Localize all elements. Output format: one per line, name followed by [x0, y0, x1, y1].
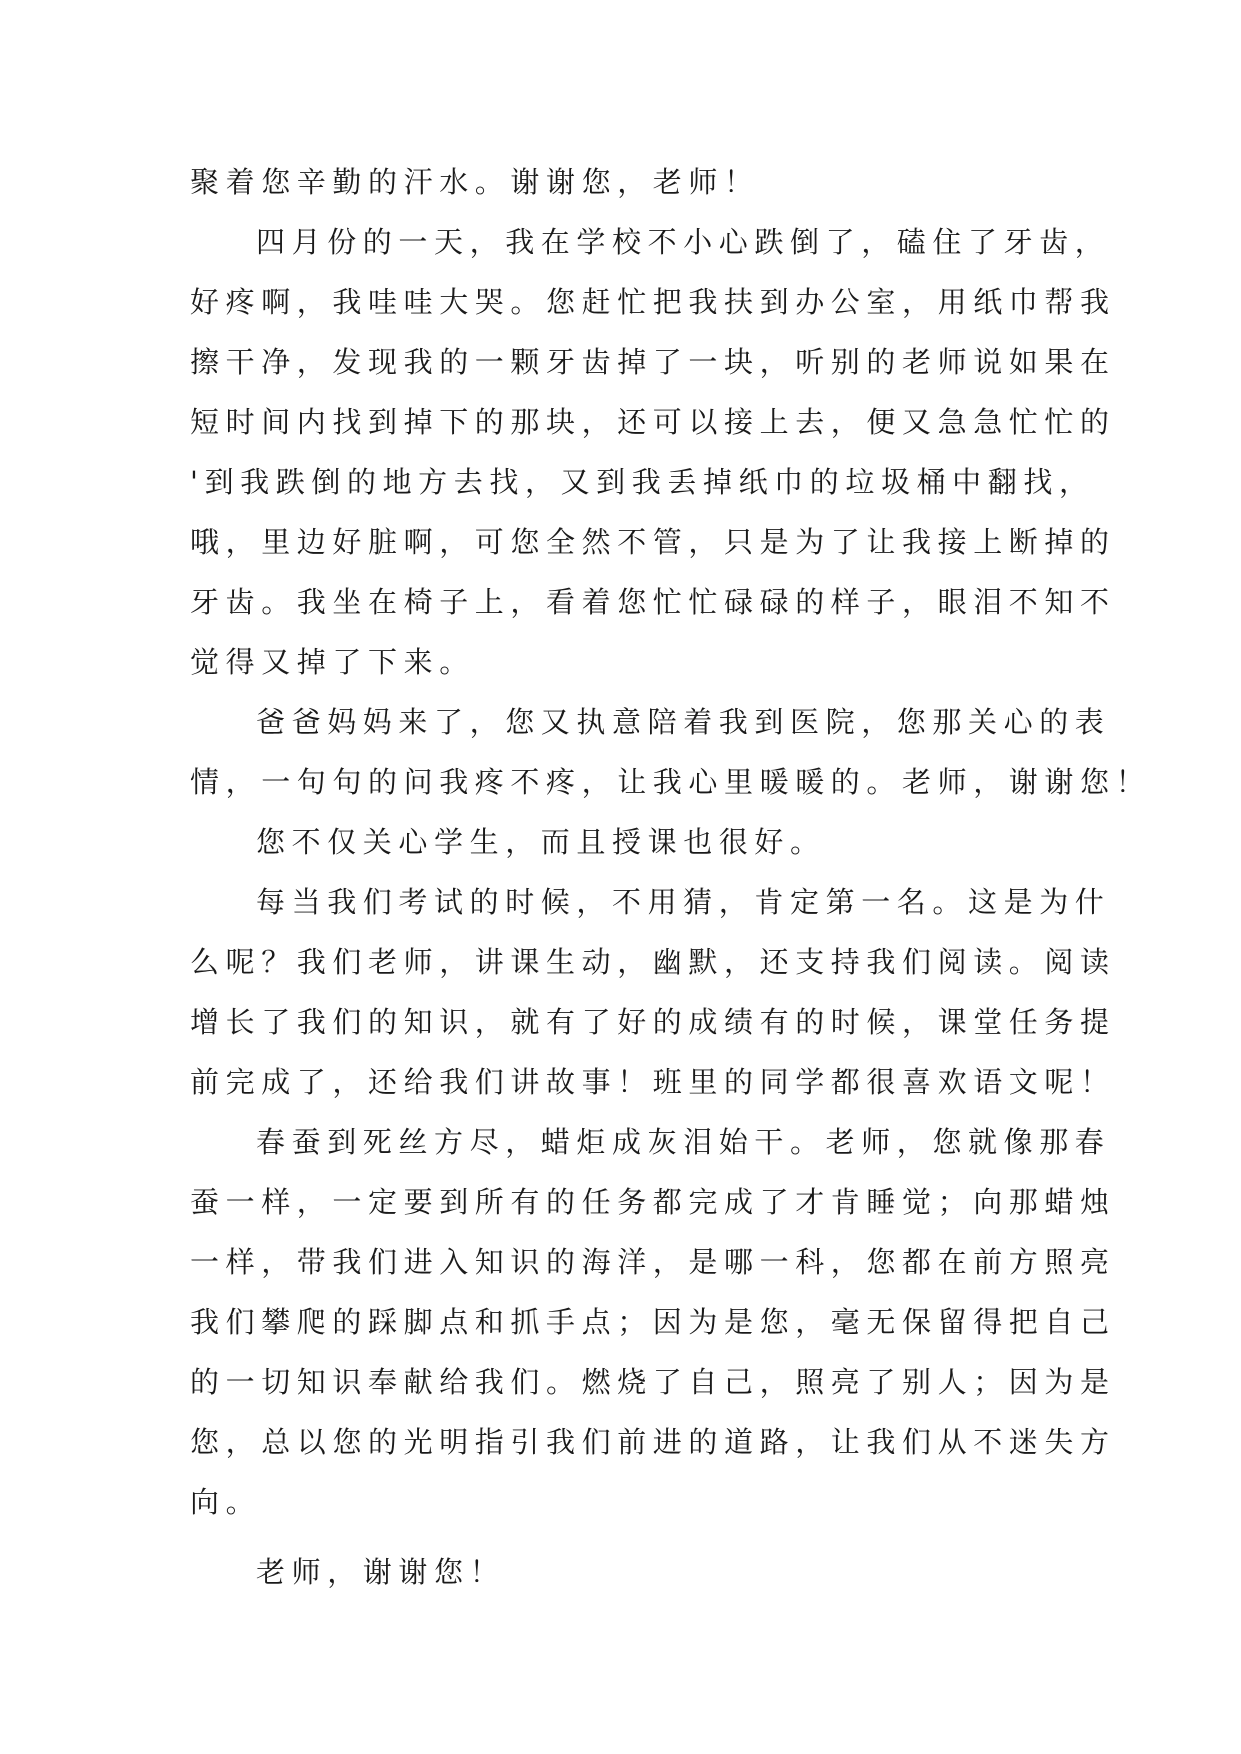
text-line: 情，一句句的问我疼不疼，让我心里暖暖的。老师，谢谢您！	[190, 765, 1152, 799]
text-line: 前完成了，还给我们讲故事！班里的同学都很喜欢语文呢！	[190, 1065, 1116, 1099]
text-line: 增长了我们的知识，就有了好的成绩有的时候，课堂任务提	[190, 1005, 1116, 1039]
text-line: 么呢？我们老师，讲课生动，幽默，还支持我们阅读。阅读	[190, 945, 1116, 979]
text-line: 一样，带我们进入知识的海洋，是哪一科，您都在前方照亮	[190, 1245, 1116, 1279]
text-line: 四月份的一天，我在学校不小心跌倒了，磕住了牙齿，	[256, 225, 1111, 259]
document-body	[190, 152, 1152, 1602]
text-line: 觉得又掉了下来。	[190, 645, 475, 679]
text-line: 聚着您辛勤的汗水。谢谢您，老师！	[190, 165, 760, 199]
text-line: 牙齿。我坐在椅子上，看着您忙忙碌碌的样子，眼泪不知不	[190, 585, 1116, 619]
text-line: 好疼啊，我哇哇大哭。您赶忙把我扶到办公室，用纸巾帮我	[190, 285, 1116, 319]
text-line: 爸爸妈妈来了，您又执意陪着我到医院，您那关心的表	[256, 705, 1111, 739]
text-line: '到我跌倒的地方去找，又到我丢掉纸巾的垃圾桶中翻找，	[190, 465, 1095, 499]
text-line: 我们攀爬的踩脚点和抓手点；因为是您，毫无保留得把自己	[190, 1305, 1116, 1339]
text-line: 每当我们考试的时候，不用猜，肯定第一名。这是为什	[256, 885, 1111, 919]
text-line: 蚕一样，一定要到所有的任务都完成了才肯睡觉；向那蜡烛	[190, 1185, 1116, 1219]
text-line: 您，总以您的光明指引我们前进的道路，让我们从不迷失方	[190, 1425, 1116, 1459]
text-line: 春蚕到死丝方尽，蜡炬成灰泪始干。老师，您就像那春	[256, 1125, 1111, 1159]
text-line: 哦，里边好脏啊，可您全然不管，只是为了让我接上断掉的	[190, 525, 1116, 559]
text-line: 您不仅关心学生，而且授课也很好。	[256, 825, 826, 859]
text-line: 老师，谢谢您！	[256, 1555, 506, 1589]
text-line: 短时间内找到掉下的那块，还可以接上去，便又急急忙忙的	[190, 405, 1116, 439]
text-line: 的一切知识奉献给我们。燃烧了自己，照亮了别人；因为是	[190, 1365, 1116, 1399]
text-line: 擦干净，发现我的一颗牙齿掉了一块，听别的老师说如果在	[190, 345, 1116, 379]
text-line: 向。	[190, 1485, 262, 1519]
